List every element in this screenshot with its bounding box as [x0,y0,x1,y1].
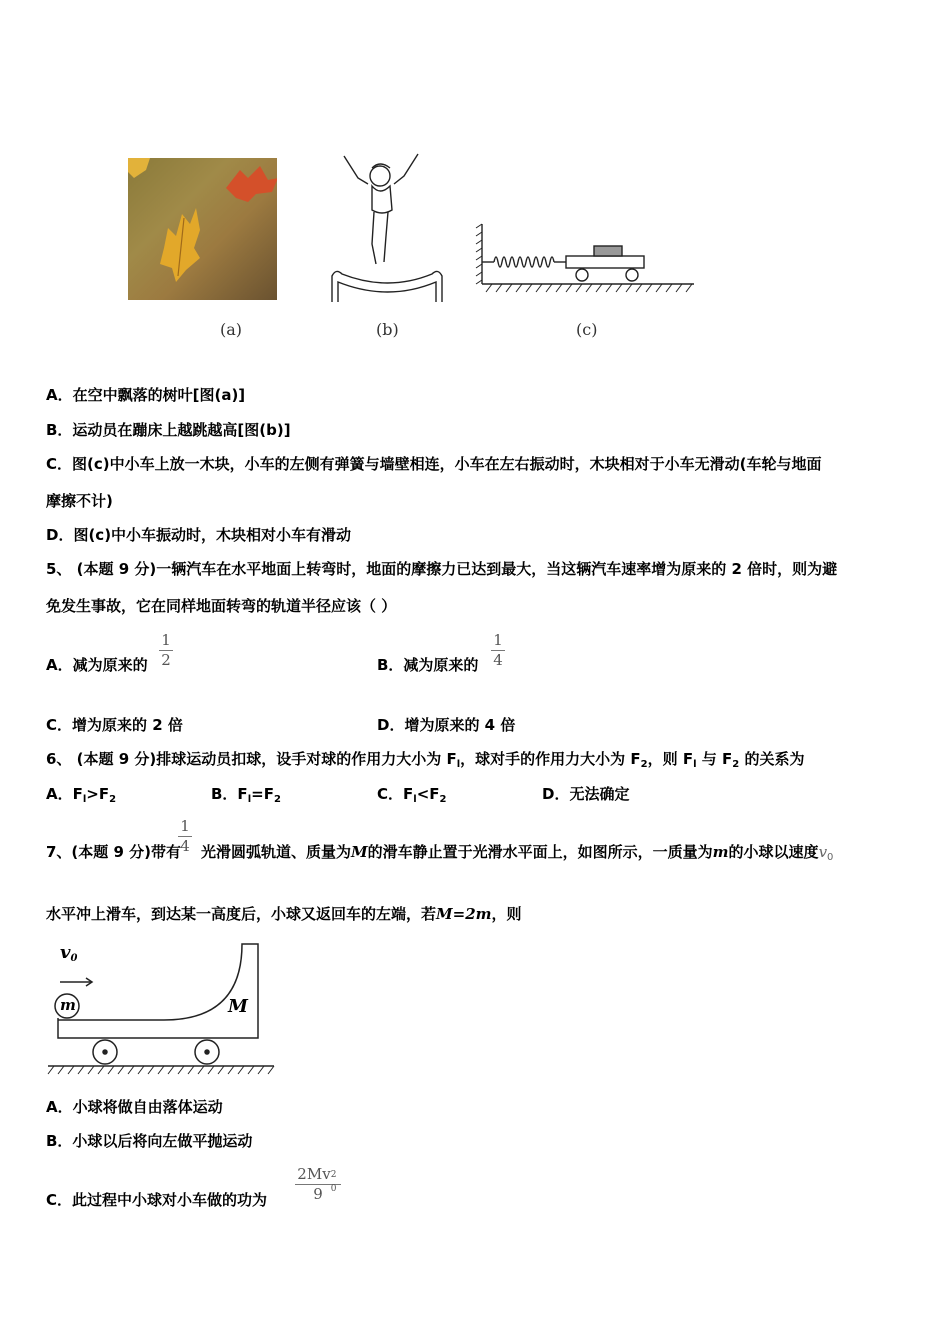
q6-option-a: A．$F_l>F_2$ [46,785,117,805]
q5-stem-line1: 5、 (本题 9 分)一辆汽车在水平地面上转弯时，地面的摩擦力已达到最大，当这辆汽车速率增为原来的 2 倍时，则为避 [46,560,838,578]
q5-option-b: B．减为原来的 [377,656,479,674]
figure-a-caption: (a) [220,320,243,339]
figure-c-caption: (c) [576,320,598,339]
q7-figure-M-label: M [228,996,248,1017]
q6-option-b: B．$F_l=F_2$ [211,785,281,805]
q7-figure-m-label: m [60,996,76,1014]
q4-option-c-line2: 摩擦不计) [46,492,113,510]
q7-quarter-fraction: 1 4 [178,818,192,855]
q5-stem-line2: 免发生事故，它在同样地面转弯的轨道半径应该（ ） [46,597,397,615]
q5-option-a: A．减为原来的 [46,656,148,674]
q5-option-b-fraction: 1 4 [491,632,505,669]
q4-option-c-line1: C．图(c)中小车上放一木块，小车的左侧有弹簧与墙壁相连，小车在左右振动时，木块相对于小车无滑动(车轮与地面 [46,455,822,473]
q7-stem-line2: 水平冲上滑车，到达某一高度后，小球又返回车的左端，若M=2m，则 [46,905,522,923]
q7-option-c: C．此过程中小球对小车做的功为 [46,1191,268,1209]
figure-b-trampoline-drawing [328,152,446,304]
q6-option-d: D．无法确定 [542,785,630,803]
q5-option-d: D．增为原来的 4 倍 [377,716,516,734]
q7-ball-cart-figure [44,938,278,1078]
q5-option-c: C．增为原来的 2 倍 [46,716,183,734]
figure-c-spring-cart-drawing [472,222,698,294]
q7-option-a: A．小球将做自由落体运动 [46,1098,223,1116]
q7-figure-v0-label: $v_0$ [60,942,78,964]
figure-a-leaves-photo [128,158,277,300]
q5-option-a-fraction: 1 2 [159,632,173,669]
q7-stem-line1: 7、(本题 9 分)带有 光滑圆弧轨道、质量为M的滑车静止置于光滑水平面上，如图所示，一质量为m的小球以速度$v_0$ [46,843,834,863]
q7-option-c-fraction: 2Mv 2 0 9 [295,1166,341,1203]
q6-stem: 6、 (本题 9 分)排球运动员扣球，设手对球的作用力大小为 $F_l$，球对手的作用力大小为 $F_2$，则 $F_l$ 与 $F_2$ 的关系为 [46,750,805,770]
figure-b-caption: (b) [376,320,399,339]
q7-option-b: B．小球以后将向左做平抛运动 [46,1132,253,1150]
q6-option-c: C．$F_l<F_2$ [377,785,447,805]
q4-option-b: B．运动员在蹦床上越跳越高[图(b)] [46,421,291,439]
q4-option-d: D．图(c)中小车振动时，木块相对小车有滑动 [46,526,352,544]
q4-option-a: A．在空中飘落的树叶[图(a)] [46,386,246,404]
